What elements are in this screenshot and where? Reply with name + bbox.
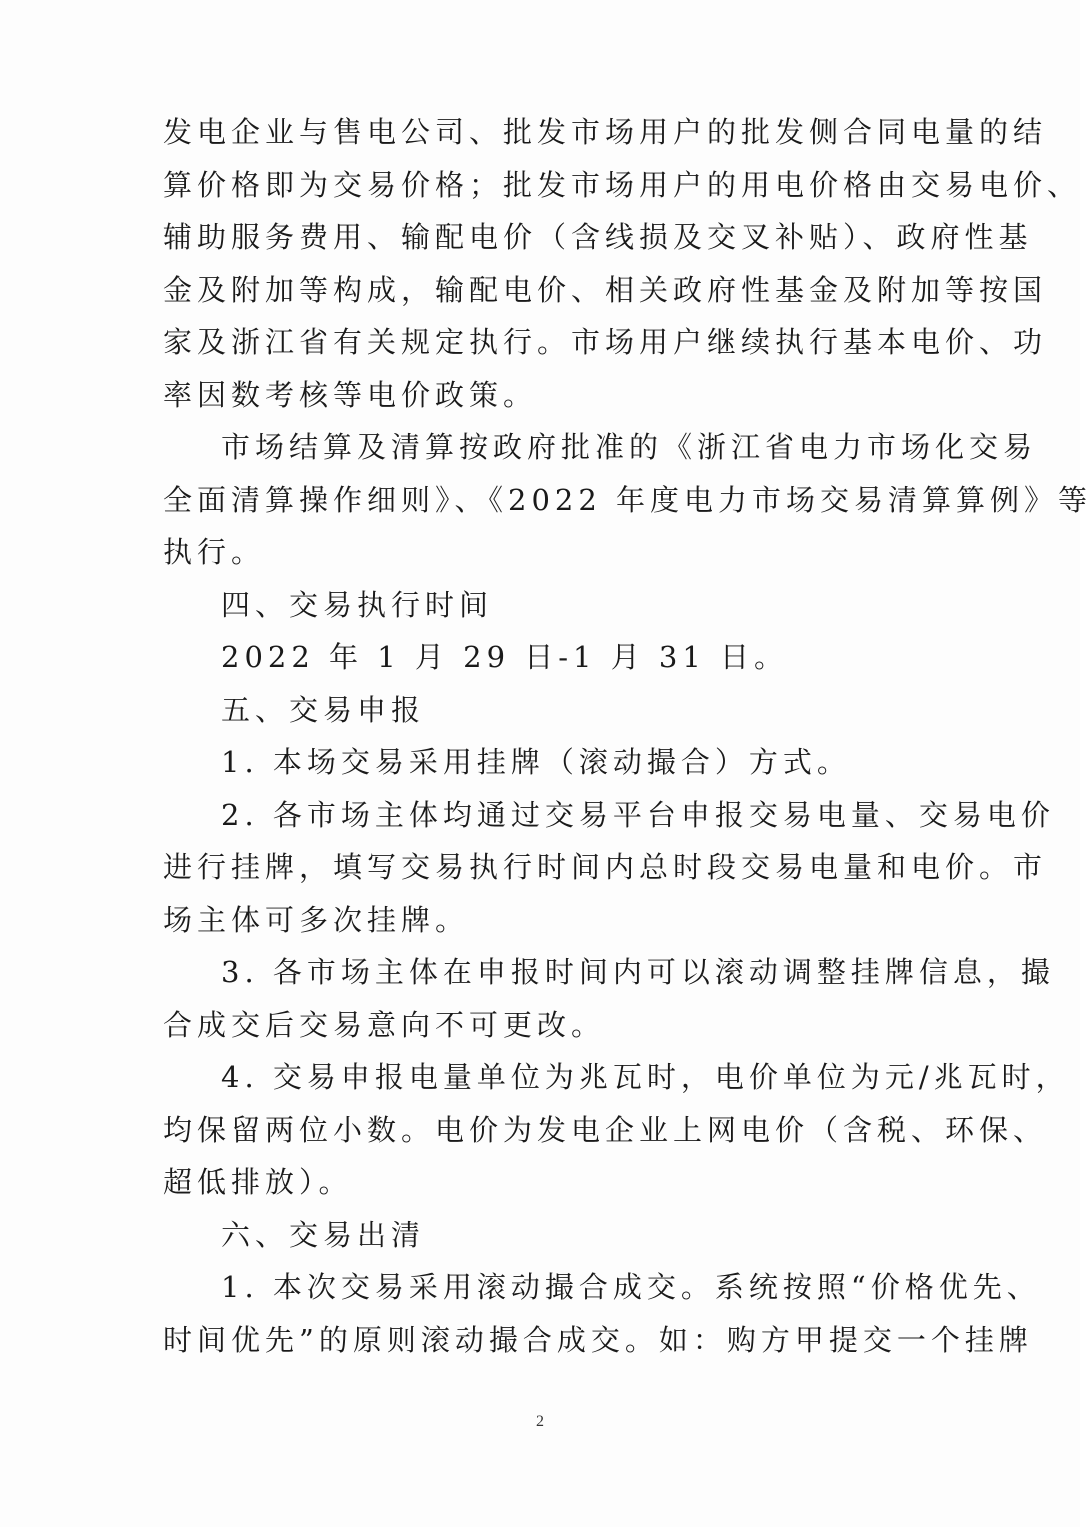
section-heading: 四、交易执行时间 [221, 587, 494, 622]
text-line: 均保留两位小数。电价为发电企业上网电价（含税、环保、 [163, 1112, 1048, 1147]
text-line: 辅助服务费用、输配电价（含线损及交叉补贴）、政府性基 [163, 220, 1033, 254]
text-line: 时间优先”的原则滚动撮合成交。如：购方甲提交一个挂牌 [163, 1322, 1033, 1357]
text-line: 2. 各市场主体均通过交易平台申报交易电量、交易电价 [221, 797, 1055, 832]
text-line: 金及附加等构成，输配电价、相关政府性基金及附加等按国 [163, 272, 1048, 307]
text-line: 家及浙江省有关规定执行。市场用户继续执行基本电价、功 [163, 325, 1048, 359]
text-line: 3. 各市场主体在申报时间内可以滚动调整挂牌信息，撮 [221, 955, 1055, 989]
text-line: 全面清算操作细则》、《2022 年度电力市场交易清算算例》等 [163, 482, 1092, 517]
document-body [163, 106, 1092, 1366]
page-number: 2 [536, 1413, 544, 1430]
text-line: 进行挂牌，填写交易执行时间内总时段交易电量和电价。市 [163, 850, 1048, 884]
text-line: 合成交后交易意向不可更改。 [163, 1007, 606, 1042]
text-line: 执行。 [163, 535, 266, 569]
text-line: 场主体可多次挂牌。 [163, 902, 470, 937]
text-line: 市场结算及清算按政府批准的《浙江省电力市场化交易 [221, 430, 1038, 464]
text-line: 发电企业与售电公司、批发市场用户的批发侧合同电量的结 [163, 115, 1048, 149]
section-heading: 六、交易出清 [221, 1217, 426, 1252]
text-line: 1. 本场交易采用挂牌（滚动撮合）方式。 [221, 745, 851, 779]
text-line: 率因数考核等电价政策。 [163, 377, 538, 412]
text-line: 超低排放）。 [163, 1165, 353, 1199]
section-heading: 五、交易申报 [221, 692, 426, 727]
text-line: 4. 交易申报电量单位为兆瓦时，电价单位为元/兆瓦时， [221, 1060, 1070, 1094]
text-line: 2022 年 1 月 29 日-1 月 31 日。 [221, 640, 789, 674]
text-line: 算价格即为交易价格；批发市场用户的用电价格由交易电价、 [163, 167, 1082, 202]
text-line: 1. 本次交易采用滚动撮合成交。系统按照“价格优先、 [221, 1270, 1041, 1304]
